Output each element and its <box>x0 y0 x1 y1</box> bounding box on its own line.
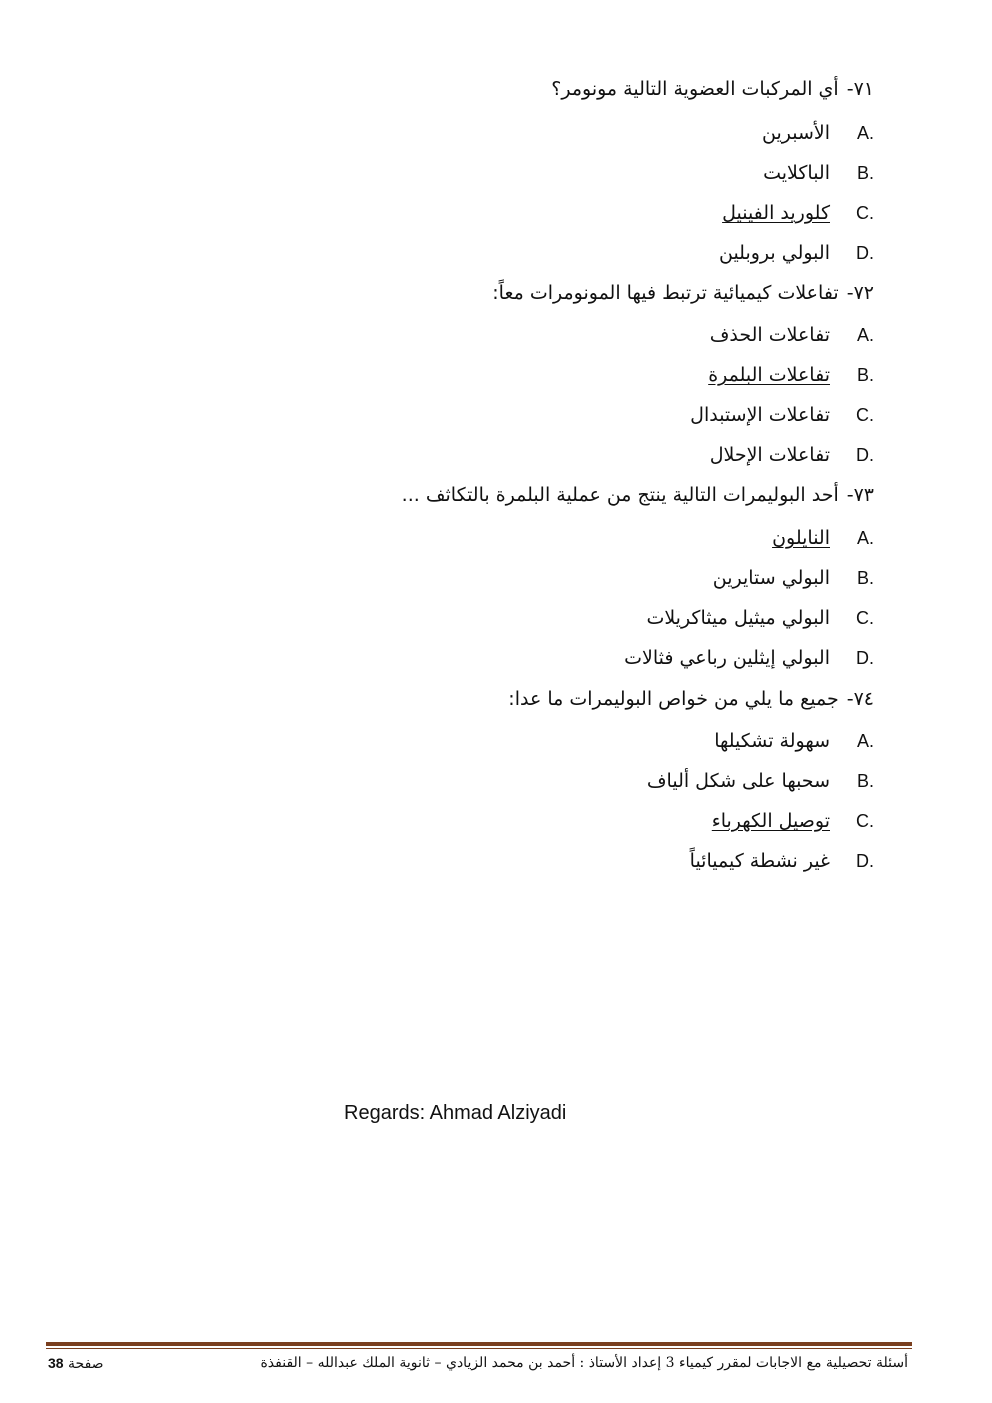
option-letter: A. <box>856 122 874 143</box>
option-letter: B. <box>856 364 874 385</box>
option-text: تفاعلات الحذف <box>709 324 830 346</box>
option-73-d <box>624 643 874 673</box>
option-letter: C. <box>856 404 874 425</box>
option-71-b <box>763 158 874 188</box>
option-72-a <box>710 320 874 350</box>
correct-answer-text: تفاعلات البلمرة <box>708 364 830 386</box>
option-letter: D. <box>856 444 874 465</box>
option-73-b <box>713 563 874 593</box>
page-label: صفحة <box>68 1356 104 1372</box>
option-71-c <box>722 198 874 228</box>
option-letter: D. <box>856 647 874 668</box>
option-74-d <box>690 846 874 876</box>
option-letter: C. <box>856 607 874 628</box>
option-letter: A. <box>856 730 874 751</box>
option-text: سحبها على شكل ألياف <box>646 770 830 792</box>
question-number: ٧٤- <box>846 688 874 710</box>
option-74-c <box>712 806 874 836</box>
option-text: الأسبرين <box>761 122 830 144</box>
question-73 <box>402 484 874 506</box>
correct-answer-text: توصيل الكهرباء <box>711 810 830 832</box>
question-number: ٧٣- <box>846 484 874 506</box>
option-text: غير نشطة كيميائياً <box>689 850 830 872</box>
option-letter: A. <box>856 324 874 345</box>
question-text: أي المركبات العضوية التالية مونومر؟ <box>551 78 839 100</box>
option-text: البولي إيثلين رباعي فثالات <box>624 647 830 669</box>
correct-answer-text: النايلون <box>772 527 830 549</box>
question-text: أحد البوليمرات التالية ينتج من عملية البلمرة بالتكاثف ... <box>401 484 839 506</box>
option-letter: D. <box>856 242 874 263</box>
option-71-a <box>762 118 874 148</box>
option-text: البولي ميثيل ميثاكريلات <box>646 607 830 629</box>
option-72-d <box>710 440 874 470</box>
option-text: البولي بروبلين <box>718 242 830 264</box>
footer-rule <box>46 1342 912 1346</box>
footer-title: أسئلة تحصيلية مع الاجابات لمقرر كيمياء 3 إعداد الأستاذ : أحمد بن محمد الزيادي – ثانوية الملك عبدالله – القنفذة <box>260 1355 908 1371</box>
option-letter: B. <box>856 770 874 791</box>
question-text: جميع ما يلي من خواص البوليمرات ما عدا: <box>508 688 839 710</box>
footer-rule-thin <box>46 1348 912 1349</box>
option-73-a <box>772 523 874 553</box>
option-letter: B. <box>856 162 874 183</box>
option-text: البولي ستايرين <box>712 567 830 589</box>
question-71 <box>551 78 874 100</box>
question-number: ٧١- <box>846 78 874 100</box>
option-text: تفاعلات الإحلال <box>709 444 830 466</box>
page-number: 38 <box>48 1355 64 1371</box>
option-letter: B. <box>856 567 874 588</box>
question-72 <box>492 282 874 304</box>
option-72-b <box>708 360 874 390</box>
option-text: الباكلايت <box>763 162 830 184</box>
footer-page-number <box>48 1355 104 1372</box>
option-text: تفاعلات الإستبدال <box>690 404 830 426</box>
regards-signature: Regards: Ahmad Alziyadi <box>344 1102 567 1124</box>
option-letter: C. <box>856 202 874 223</box>
question-text: تفاعلات كيميائية ترتبط فيها المونومرات معاً: <box>492 282 839 304</box>
option-73-c <box>646 603 874 633</box>
option-71-d <box>719 238 874 268</box>
option-72-c <box>690 400 874 430</box>
option-letter: D. <box>856 850 874 871</box>
option-74-b <box>647 766 874 796</box>
correct-answer-text: كلوريد الفينيل <box>722 202 830 224</box>
option-text: سهولة تشكيلها <box>714 730 830 752</box>
option-letter: A. <box>856 527 874 548</box>
option-letter: C. <box>856 810 874 831</box>
question-74 <box>508 688 874 710</box>
question-number: ٧٢- <box>846 282 874 304</box>
option-74-a <box>714 726 874 756</box>
